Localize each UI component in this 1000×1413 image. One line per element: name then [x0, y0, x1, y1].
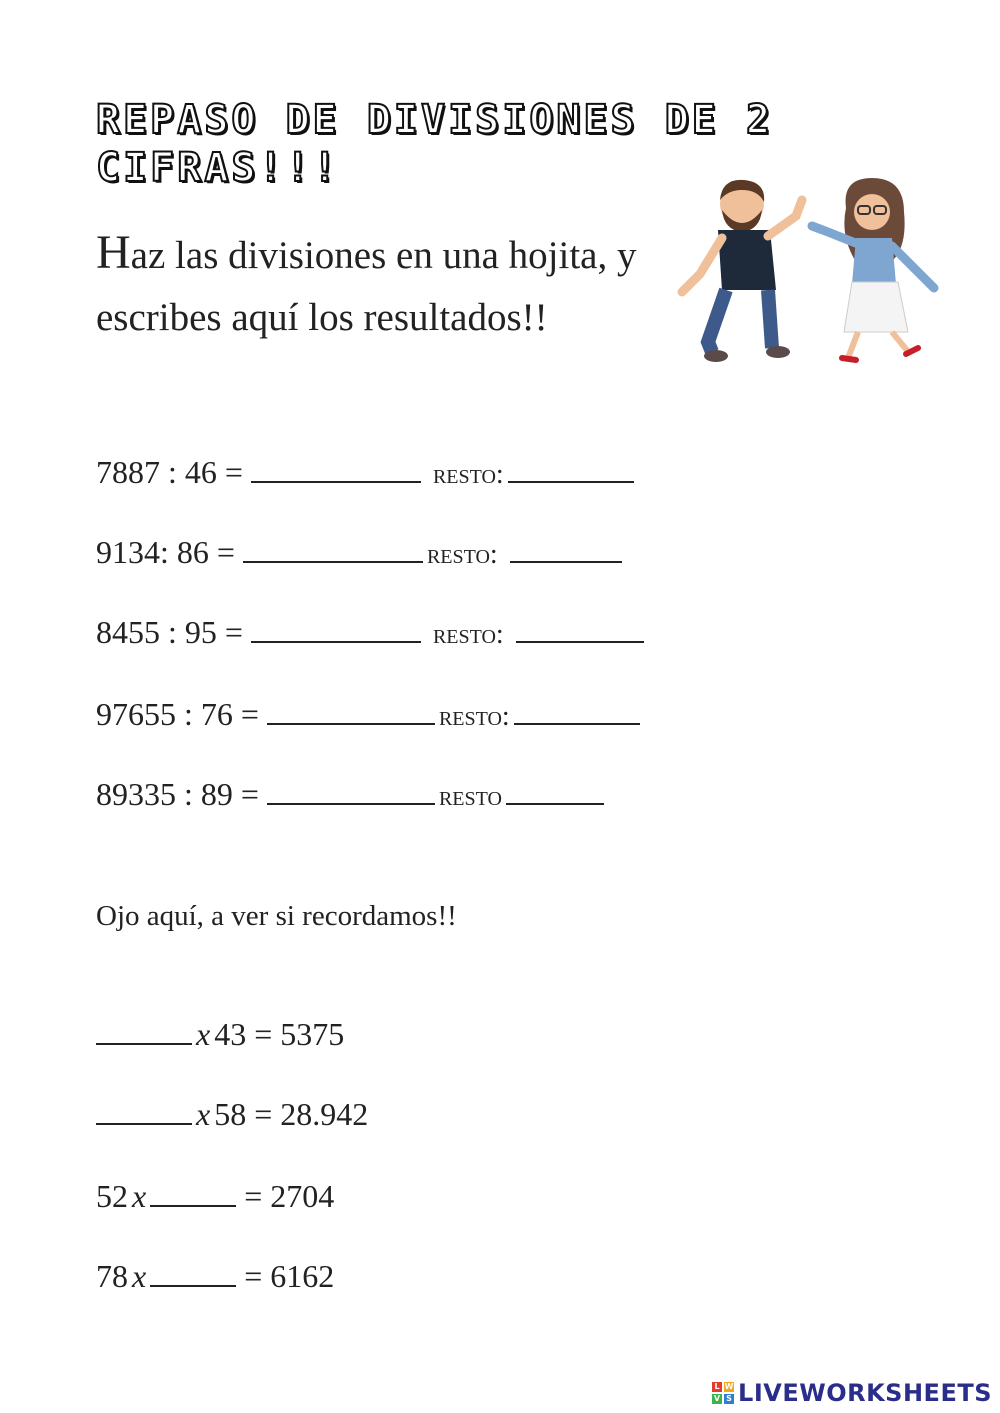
quotient-blank-1[interactable]: [251, 455, 421, 483]
division-row-1: [96, 452, 634, 495]
factor-blank-1[interactable]: [96, 1017, 192, 1045]
multiplication-row-1: [96, 1014, 344, 1054]
multiplication-left: 52: [96, 1178, 128, 1214]
teachers-illustration: [672, 172, 948, 372]
times-sign: x: [196, 1096, 211, 1132]
times-sign: x: [132, 1258, 147, 1294]
remainder-label: resto:: [432, 459, 504, 490]
division-expression: 7887 : 46 =: [96, 454, 243, 490]
multiplication-rest: = 6162: [244, 1258, 335, 1294]
instructions: [96, 222, 656, 349]
quotient-blank-3[interactable]: [251, 615, 421, 643]
division-expression: 89335 : 89 =: [96, 776, 259, 812]
quotient-blank-4[interactable]: [267, 697, 435, 725]
woman-cartoon: [812, 178, 934, 360]
factor-blank-2[interactable]: [96, 1097, 192, 1125]
division-row-2: [96, 532, 622, 575]
man-cartoon: [682, 180, 802, 362]
remainder-label: resto:: [438, 701, 510, 732]
liveworksheets-footer: [712, 1379, 992, 1407]
reminder-note: Ojo aquí, a ver si recordamos!!: [96, 900, 457, 932]
remainder-label: resto:: [426, 539, 498, 570]
remainder-blank-3[interactable]: [516, 615, 644, 643]
liveworksheets-brand: LIVEWORKSHEETS: [738, 1379, 992, 1407]
division-expression: 9134: 86 =: [96, 534, 235, 570]
logo-cell: W: [724, 1382, 734, 1391]
remainder-label: resto:: [432, 619, 504, 650]
worksheet-title: REPASO DE DIVISIONES DE 2 CIFRAS!!!: [96, 97, 774, 191]
factor-blank-4[interactable]: [150, 1259, 236, 1287]
multiplication-left: 78: [96, 1258, 128, 1294]
remainder-blank-1[interactable]: [508, 455, 634, 483]
times-sign: x: [132, 1178, 147, 1214]
multiplication-rest: 58 = 28.942: [214, 1096, 369, 1132]
remainder-blank-4[interactable]: [514, 697, 640, 725]
division-expression: 97655 : 76 =: [96, 696, 259, 732]
instructions-initial: H: [96, 226, 131, 279]
remainder-label: resto: [438, 781, 502, 812]
logo-cell: L: [712, 1382, 722, 1392]
multiplication-row-2: [96, 1094, 368, 1134]
remainder-blank-2[interactable]: [510, 535, 622, 563]
multiplication-rest: 43 = 5375: [214, 1016, 345, 1052]
remainder-blank-5[interactable]: [506, 777, 604, 805]
quotient-blank-5[interactable]: [267, 777, 435, 805]
division-row-4: [96, 694, 640, 737]
liveworksheets-logo-icon: [712, 1382, 734, 1404]
multiplication-row-3: [96, 1176, 334, 1216]
logo-cell: S: [724, 1394, 734, 1404]
multiplication-row-4: [96, 1256, 334, 1296]
division-expression: 8455 : 95 =: [96, 614, 243, 650]
instructions-text: az las divisiones en una hojita, y escribes aquí los resultados!!: [96, 234, 637, 339]
multiplication-rest: = 2704: [244, 1178, 335, 1214]
factor-blank-3[interactable]: [150, 1179, 236, 1207]
times-sign: x: [196, 1016, 211, 1052]
division-row-3: [96, 612, 644, 655]
division-row-5: [96, 774, 604, 817]
quotient-blank-2[interactable]: [243, 535, 423, 563]
logo-cell: V: [713, 1394, 721, 1403]
